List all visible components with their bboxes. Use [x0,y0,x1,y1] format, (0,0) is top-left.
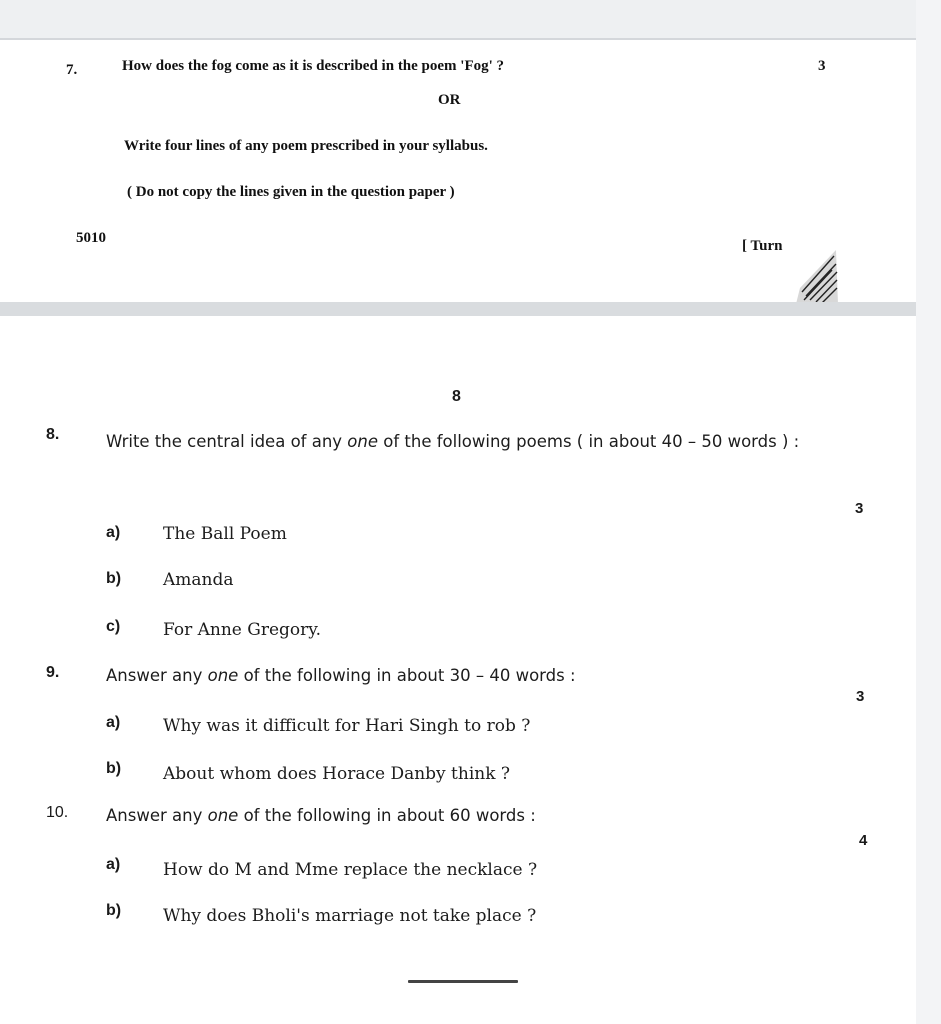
q8-marks: 3 [855,500,864,517]
page-bottom-sheet [0,316,916,1024]
q7-note: ( Do not copy the lines given in the question paper ) [127,184,455,200]
q10-option-a-label: a) [106,856,121,873]
page-fold-mark [792,248,838,304]
page-number: 8 [452,388,461,405]
q9-option-b-label: b) [106,760,122,777]
q9-option-b: About whom does Horace Danby think ? [163,764,511,784]
q7-alternative: Write four lines of any poem prescribed in your syllabus. [124,138,488,154]
q10-number: 10. [46,804,69,821]
paper-code: 5010 [76,230,106,246]
q10-option-b: Why does Bholi's marriage not take place ? [163,906,537,926]
q8-question: Write the central idea of any one of the following poems ( in about 40 – 50 words ) : [106,432,800,451]
q9-marks: 3 [856,688,865,705]
end-of-paper-line [408,980,518,983]
q8-option-c: For Anne Gregory. [163,620,322,640]
q10-option-a: How do M and Mme replace the necklace ? [163,860,538,880]
page-top-sheet [0,38,916,304]
q7-or: OR [438,92,461,108]
q7-question: How does the fog come as it is described in the poem 'Fog' ? [122,58,505,74]
page-margin-strip [916,0,941,1024]
q7-number: 7. [66,62,78,78]
q9-option-a-label: a) [106,714,121,731]
q7-marks: 3 [818,58,826,74]
q9-number: 9. [46,664,60,681]
q9-question: Answer any one of the following in about 30 – 40 words : [106,666,576,685]
q8-option-a: The Ball Poem [163,524,287,544]
q8-option-b: Amanda [163,570,234,590]
q8-option-c-label: c) [106,618,121,635]
q10-option-b-label: b) [106,902,122,919]
q8-option-b-label: b) [106,570,122,587]
q8-number: 8. [46,426,60,443]
q8-option-a-label: a) [106,524,121,541]
page-separator [0,302,916,316]
turn-over-note: [ Turn [742,238,783,254]
q9-option-a: Why was it difficult for Hari Singh to rob ? [163,716,531,736]
q10-question: Answer any one of the following in about 60 words : [106,806,536,825]
q10-marks: 4 [859,832,868,849]
